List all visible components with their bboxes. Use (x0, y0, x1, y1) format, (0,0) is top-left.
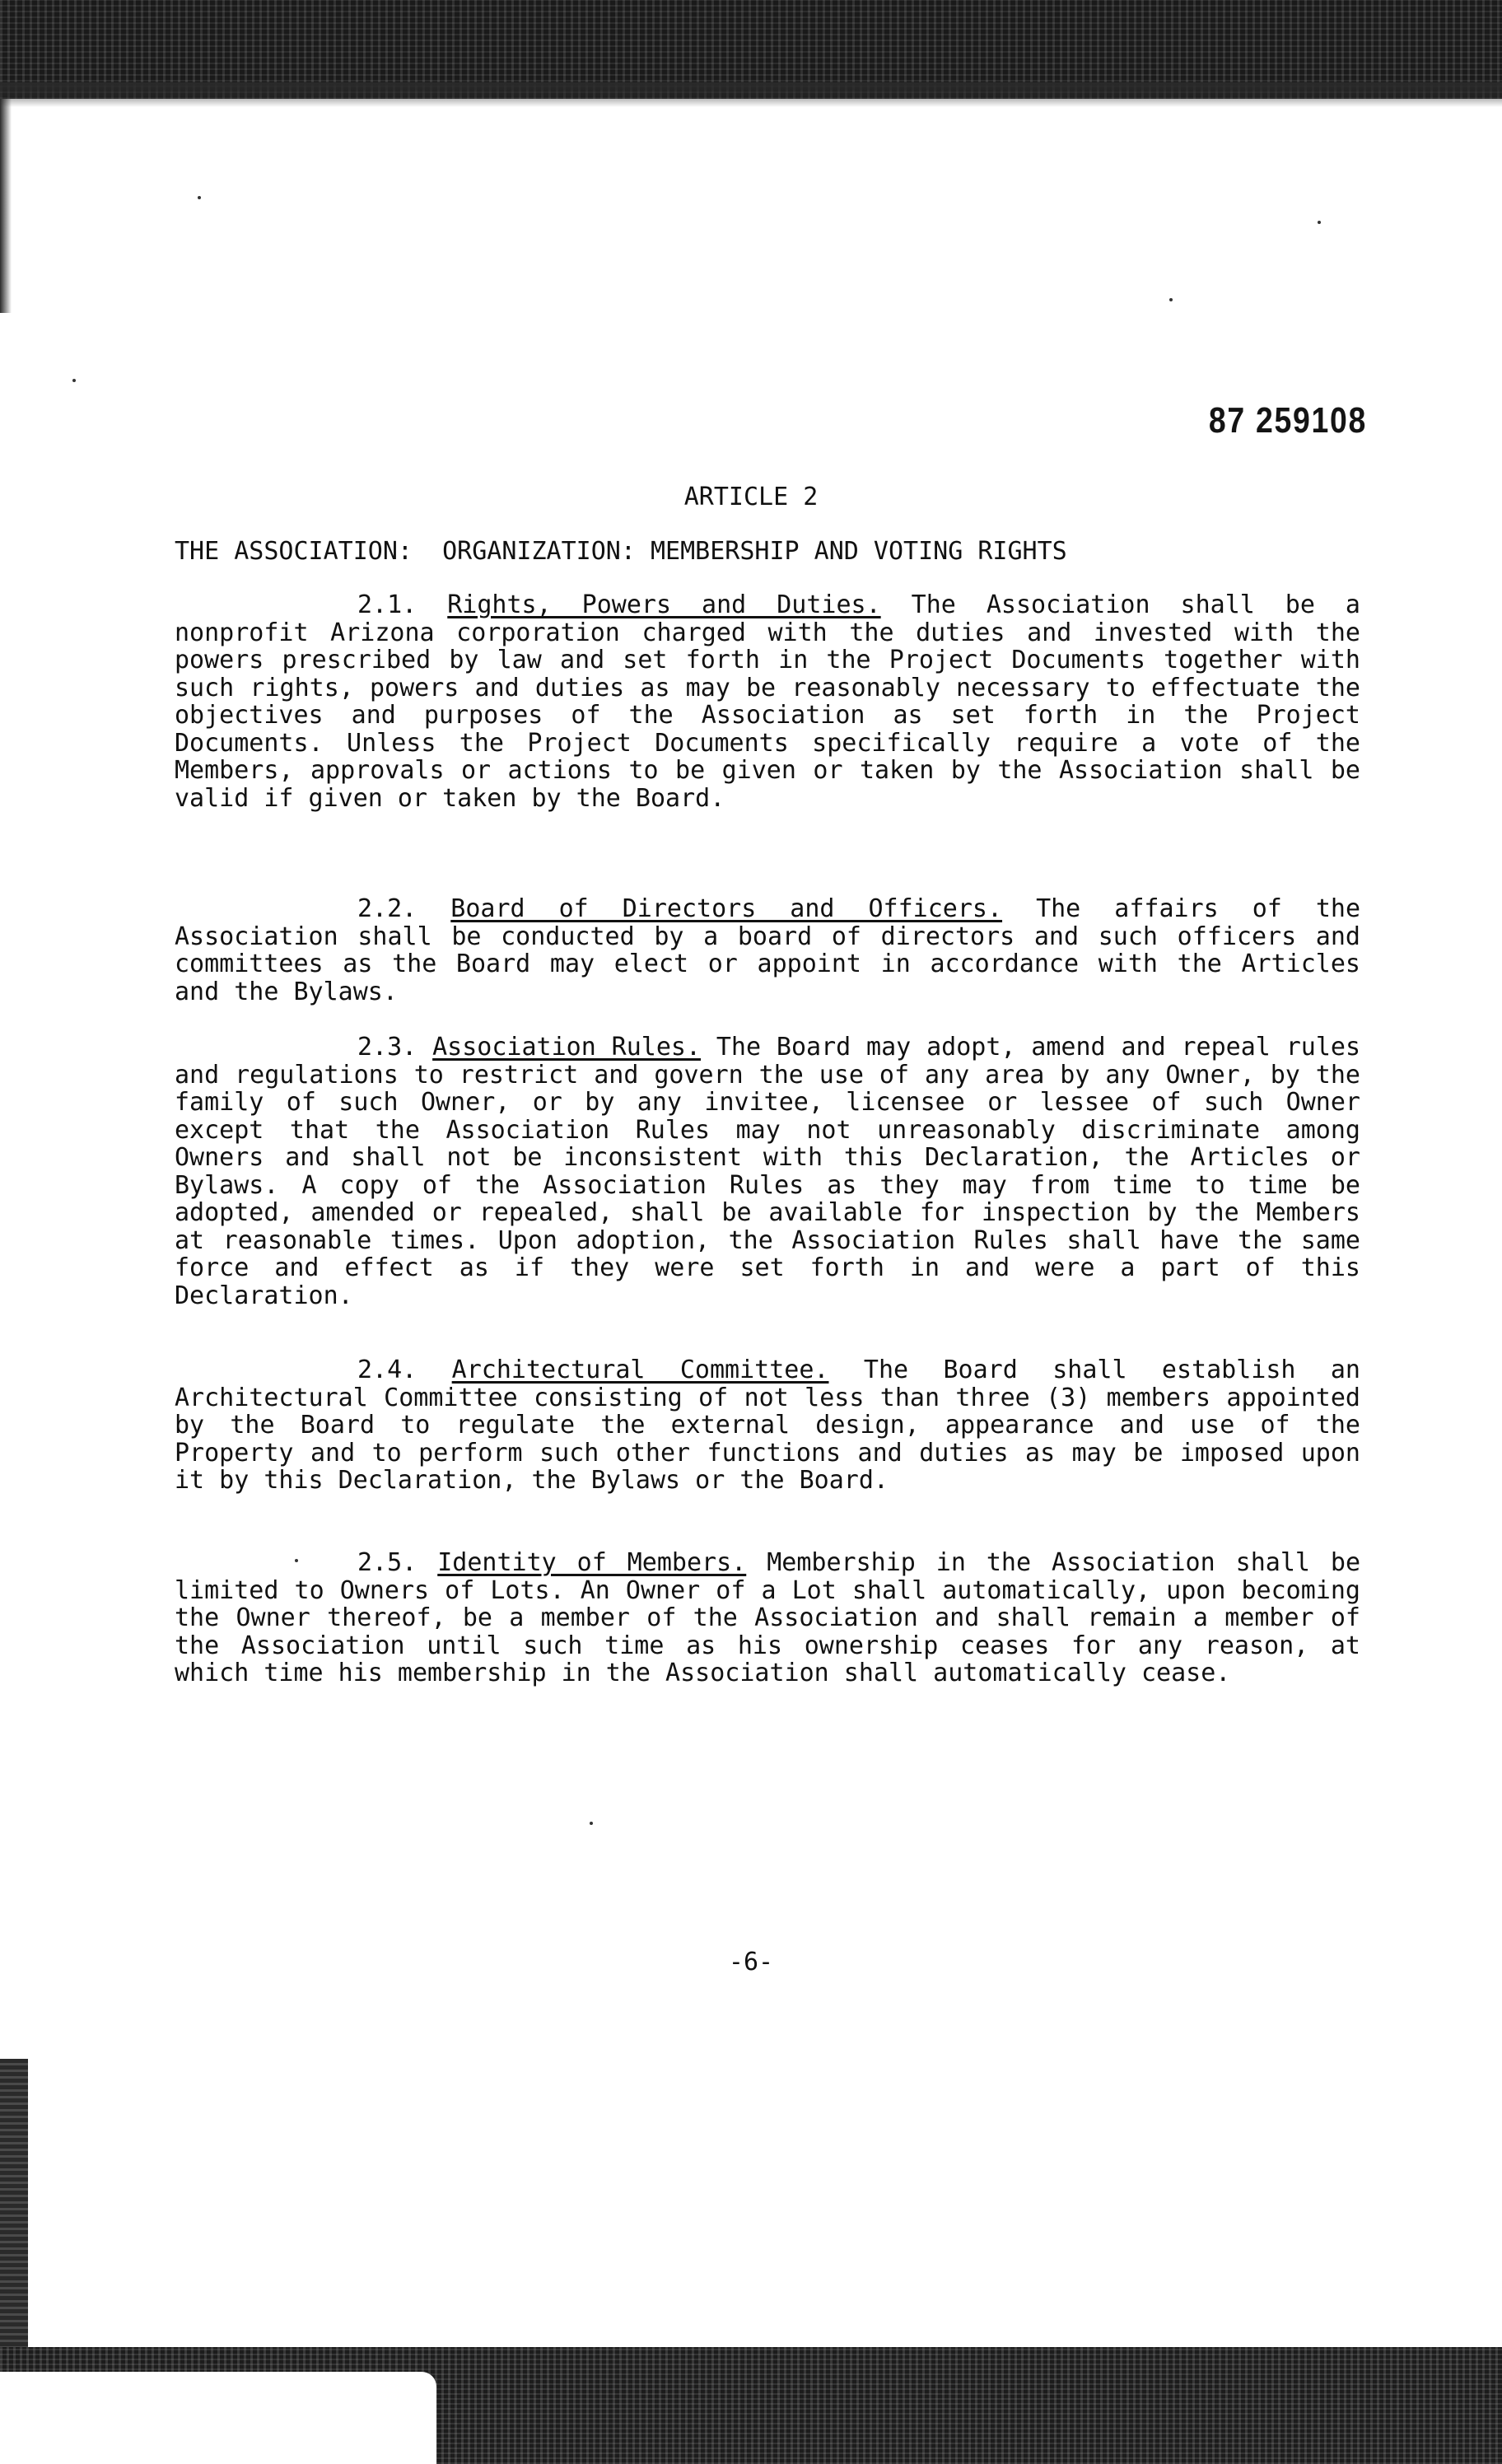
section-body: The affairs of the Association shall be conducted by a board of directors and such officers and committees as the Board may elect or appoint in accordance with the Articles and the Bylaws. (175, 894, 1361, 1006)
section-title: Rights, Powers and Duties. (447, 590, 881, 619)
section-number: 2.1. (357, 590, 417, 619)
page-number: -6- (728, 1948, 774, 1976)
section-body: The Board shall establish an Architectural Committee consisting of not less than three (3) members appointed by the Board to regulate the external design, appearance and use of the Property and to perform such other functions and duties as may be imposed upon it by this Declaration, the Bylaws or the Board. (175, 1356, 1360, 1495)
section-number: 2.5. (357, 1548, 417, 1577)
scan-border-bottom-patch (0, 2372, 436, 2464)
section-title: Association Rules. (432, 1033, 702, 1062)
section-2-3 (175, 1034, 1360, 1309)
scan-speck (1169, 298, 1173, 301)
section-body: The Association shall be a nonprofit Arizona corporation charged with the duties and invested with the powers prescribed by law and set forth in the Project Documents together with such rights, powers and duties as may be reasonably necessary to effectuate the objectives and purposes of the Association as set forth in the Project Documents. Unless the Project Documents specifically require a vote of the Members, approvals or actions to be given or taken by the Association shall be valid if given or taken by the Board. (175, 590, 1360, 813)
section-title: Board of Directors and Officers. (450, 894, 1003, 923)
section-body: The Board may adopt, amend and repeal rules and regulations to restrict and govern the use of any area by any Owner, by the family of such Owner, or by any invitee, licensee or lessee of such Owner except that the Association Rules may not unreasonably discriminate among Owners and shall not be inconsistent with this Declaration, the Articles or Bylaws. A copy of the Association Rules as they may from time to time be adopted, amended or repealed, shall be available for inspection by the Members at reasonable times. Upon adoption, the Association Rules shall have the same force and effect as if they were set forth in and were a part of this Declaration. (175, 1033, 1361, 1310)
section-2-4 (175, 1356, 1360, 1495)
article-subheading: THE ASSOCIATION: ORGANIZATION: MEMBERSHIP AND VOTING RIGHTS (175, 537, 1067, 566)
section-number: 2.4. (357, 1356, 417, 1384)
section-title: Architectural Committee. (451, 1356, 829, 1384)
scan-speck (198, 196, 201, 199)
scan-border-left-top (0, 99, 12, 313)
section-title: Identity of Members. (437, 1548, 747, 1577)
section-body: Membership in the Association shall be limited to Owners of Lots. An Owner of a Lot shall automatically, upon becoming the Owner thereof, be a member of the Association and shall remain a member of the Association until such time as his ownership ceases for any reason, at which time his membership in the Association shall automatically cease. (175, 1548, 1361, 1687)
section-2-5 (175, 1549, 1360, 1687)
scan-speck (590, 1822, 593, 1825)
scan-border-top-fade (0, 82, 1502, 107)
scan-border-left-bottom (0, 2059, 28, 2355)
article-heading: ARTICLE 2 (683, 483, 819, 511)
section-number: 2.2. (357, 894, 417, 923)
recording-number: 87 259108 (1208, 400, 1367, 441)
section-2-2 (175, 895, 1360, 1006)
section-2-1 (175, 591, 1360, 812)
scan-speck (72, 379, 76, 382)
section-number: 2.3. (357, 1033, 417, 1062)
scan-speck (1318, 221, 1321, 224)
